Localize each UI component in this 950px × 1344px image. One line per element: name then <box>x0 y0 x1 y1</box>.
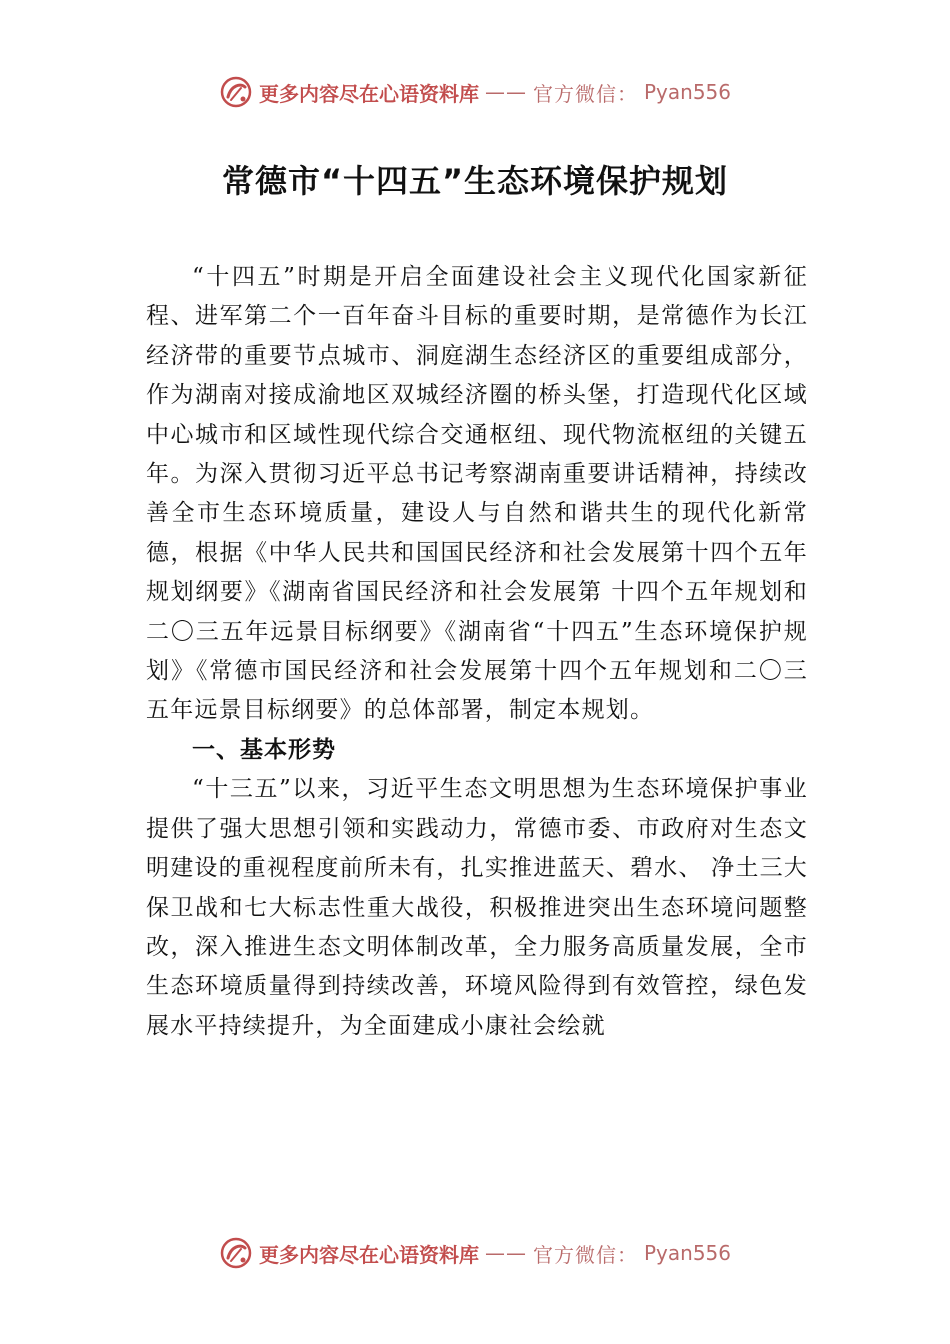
watermark-footer <box>0 1233 950 1273</box>
watermark-header <box>0 72 950 112</box>
watermark-wechat-id: Pyan556 <box>643 80 731 104</box>
document-title: 常德市“十四五”生态环境保护规划 <box>221 162 729 200</box>
intro-paragraph: “十四五”时期是开启全面建设社会主义现代化国家新征程、进军第二个一百年奋斗目标的重要时期，是常德作为长江经济带的重要节点城市、洞庭湖生态经济区的重要组成部分，作为湖南对接成渝地区双城经济圈的桥头堡，打造现代化区域中心城市和区域性现代综合交通枢纽、现代物流枢纽的关键五年。为深入贯彻习近平总书记考察湖南重要讲话精神，持续改善全市生态环境质量，建设人与自然和谐共生的现代化新常德，根据《中华人民共和国国民经济和社会发展第十四个五年规划纲要》《湖南省国民经济和社会发展第 十四个五年规划和二〇三五年远景目标纲要》《湖南省“十四五”生态环境保护规划》《常德市国民经济和社会发展第十四个五年规划和二〇三五年远景目标纲要》的总体部署，制定本规划。 <box>146 264 808 724</box>
section-paragraph: “十三五”以来，习近平生态文明思想为生态环境保护事业提供了强大思想引领和实践动力，常德市委、市政府对生态文明建设的重视程度前所未有，扎实推进蓝天、碧水、 净土三大保卫战和七大标志性重大战役，积极推进突出生态环境问题整改，深入推进生态文明体制改革，全力服务高质量发展，全市生态环境质量得到持续改善，环境风险得到有效管控，绿色发展水平持续提升，为全面建成小康社会绘就 <box>146 776 808 1039</box>
watermark-brand: 更多内容尽在心语资料库 <box>258 1242 479 1267</box>
section-heading-basic-situation: 一、基本形势 <box>192 736 336 763</box>
watermark-brand: 更多内容尽在心语资料库 <box>258 81 479 106</box>
watermark-wechat-id: Pyan556 <box>643 1241 731 1265</box>
watermark-separator: —— <box>484 1241 527 1265</box>
document-body <box>146 258 808 1046</box>
watermark-label: 官方微信： <box>532 1242 638 1267</box>
brand-logo-icon <box>219 75 253 109</box>
watermark-label: 官方微信： <box>532 81 638 106</box>
brand-logo-icon <box>219 1236 253 1270</box>
watermark-separator: —— <box>484 80 527 104</box>
